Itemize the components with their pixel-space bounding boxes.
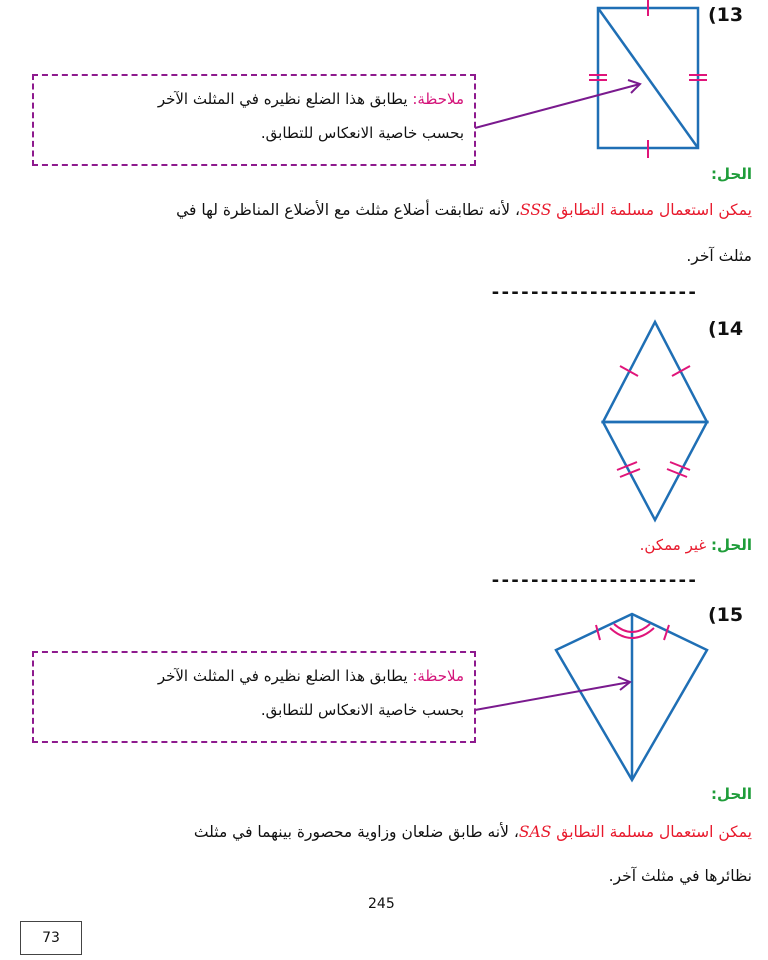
solution-15-line-1 xyxy=(0,814,752,850)
separator-1: --------------------- xyxy=(490,282,697,303)
solution-13-red-text: يمكن استعمال مسلمة التطابق xyxy=(556,201,752,219)
solution-15-line-2: نظائرها في مثلث آخر. xyxy=(608,867,752,885)
figure-15-kite xyxy=(556,614,707,780)
problem-14-number: (14 xyxy=(708,318,744,340)
note-box-13 xyxy=(32,74,476,166)
footer-center-number: 245 xyxy=(368,896,395,912)
solution-13-postulate: SSS xyxy=(520,201,552,219)
figure-13-rectangle-diagonal xyxy=(589,0,707,158)
problem-13-number: (13 xyxy=(708,4,744,26)
solution-13-line-1 xyxy=(0,192,752,228)
arrow-13 xyxy=(475,80,640,128)
note-line-1: يطابق هذا الضلع نظيره في المثلث الآخر xyxy=(157,667,408,685)
arrow-15 xyxy=(475,677,630,710)
solution-heading-14: الحل: xyxy=(711,536,752,554)
solution-15-postulate: SAS xyxy=(518,823,552,841)
note-label: ملاحظة: xyxy=(412,667,464,685)
note-line-2: بحسب خاصية الانعكاس للتطابق. xyxy=(260,701,464,719)
solution-15-red-text: يمكن استعمال مسلمة التطابق xyxy=(556,823,752,841)
solution-heading-13: الحل: xyxy=(711,165,752,183)
separator-2: --------------------- xyxy=(490,570,697,591)
page-number-box: 73 xyxy=(20,921,82,955)
solution-14-answer: غير ممكن. xyxy=(639,536,707,554)
note-line-2: بحسب خاصية الانعكاس للتطابق. xyxy=(260,124,464,142)
solution-15-rest: ، لأنه طابق ضلعان وزاوية محصورة بينهما في مثلث xyxy=(193,823,519,841)
solution-13-line-2: مثلث آخر. xyxy=(686,247,752,265)
solution-14 xyxy=(640,536,752,554)
note-label: ملاحظة: xyxy=(412,90,464,108)
note-line-1: يطابق هذا الضلع نظيره في المثلث الآخر xyxy=(157,90,408,108)
note-box-15 xyxy=(32,651,476,743)
problem-15-number: (15 xyxy=(708,604,744,626)
solution-13-rest: ، لأنه تطابقت أضلاع مثلث مع الأضلاع المناظرة لها في xyxy=(176,201,521,219)
figure-14-triangles xyxy=(603,322,707,520)
solution-heading-15: الحل: xyxy=(711,785,752,803)
